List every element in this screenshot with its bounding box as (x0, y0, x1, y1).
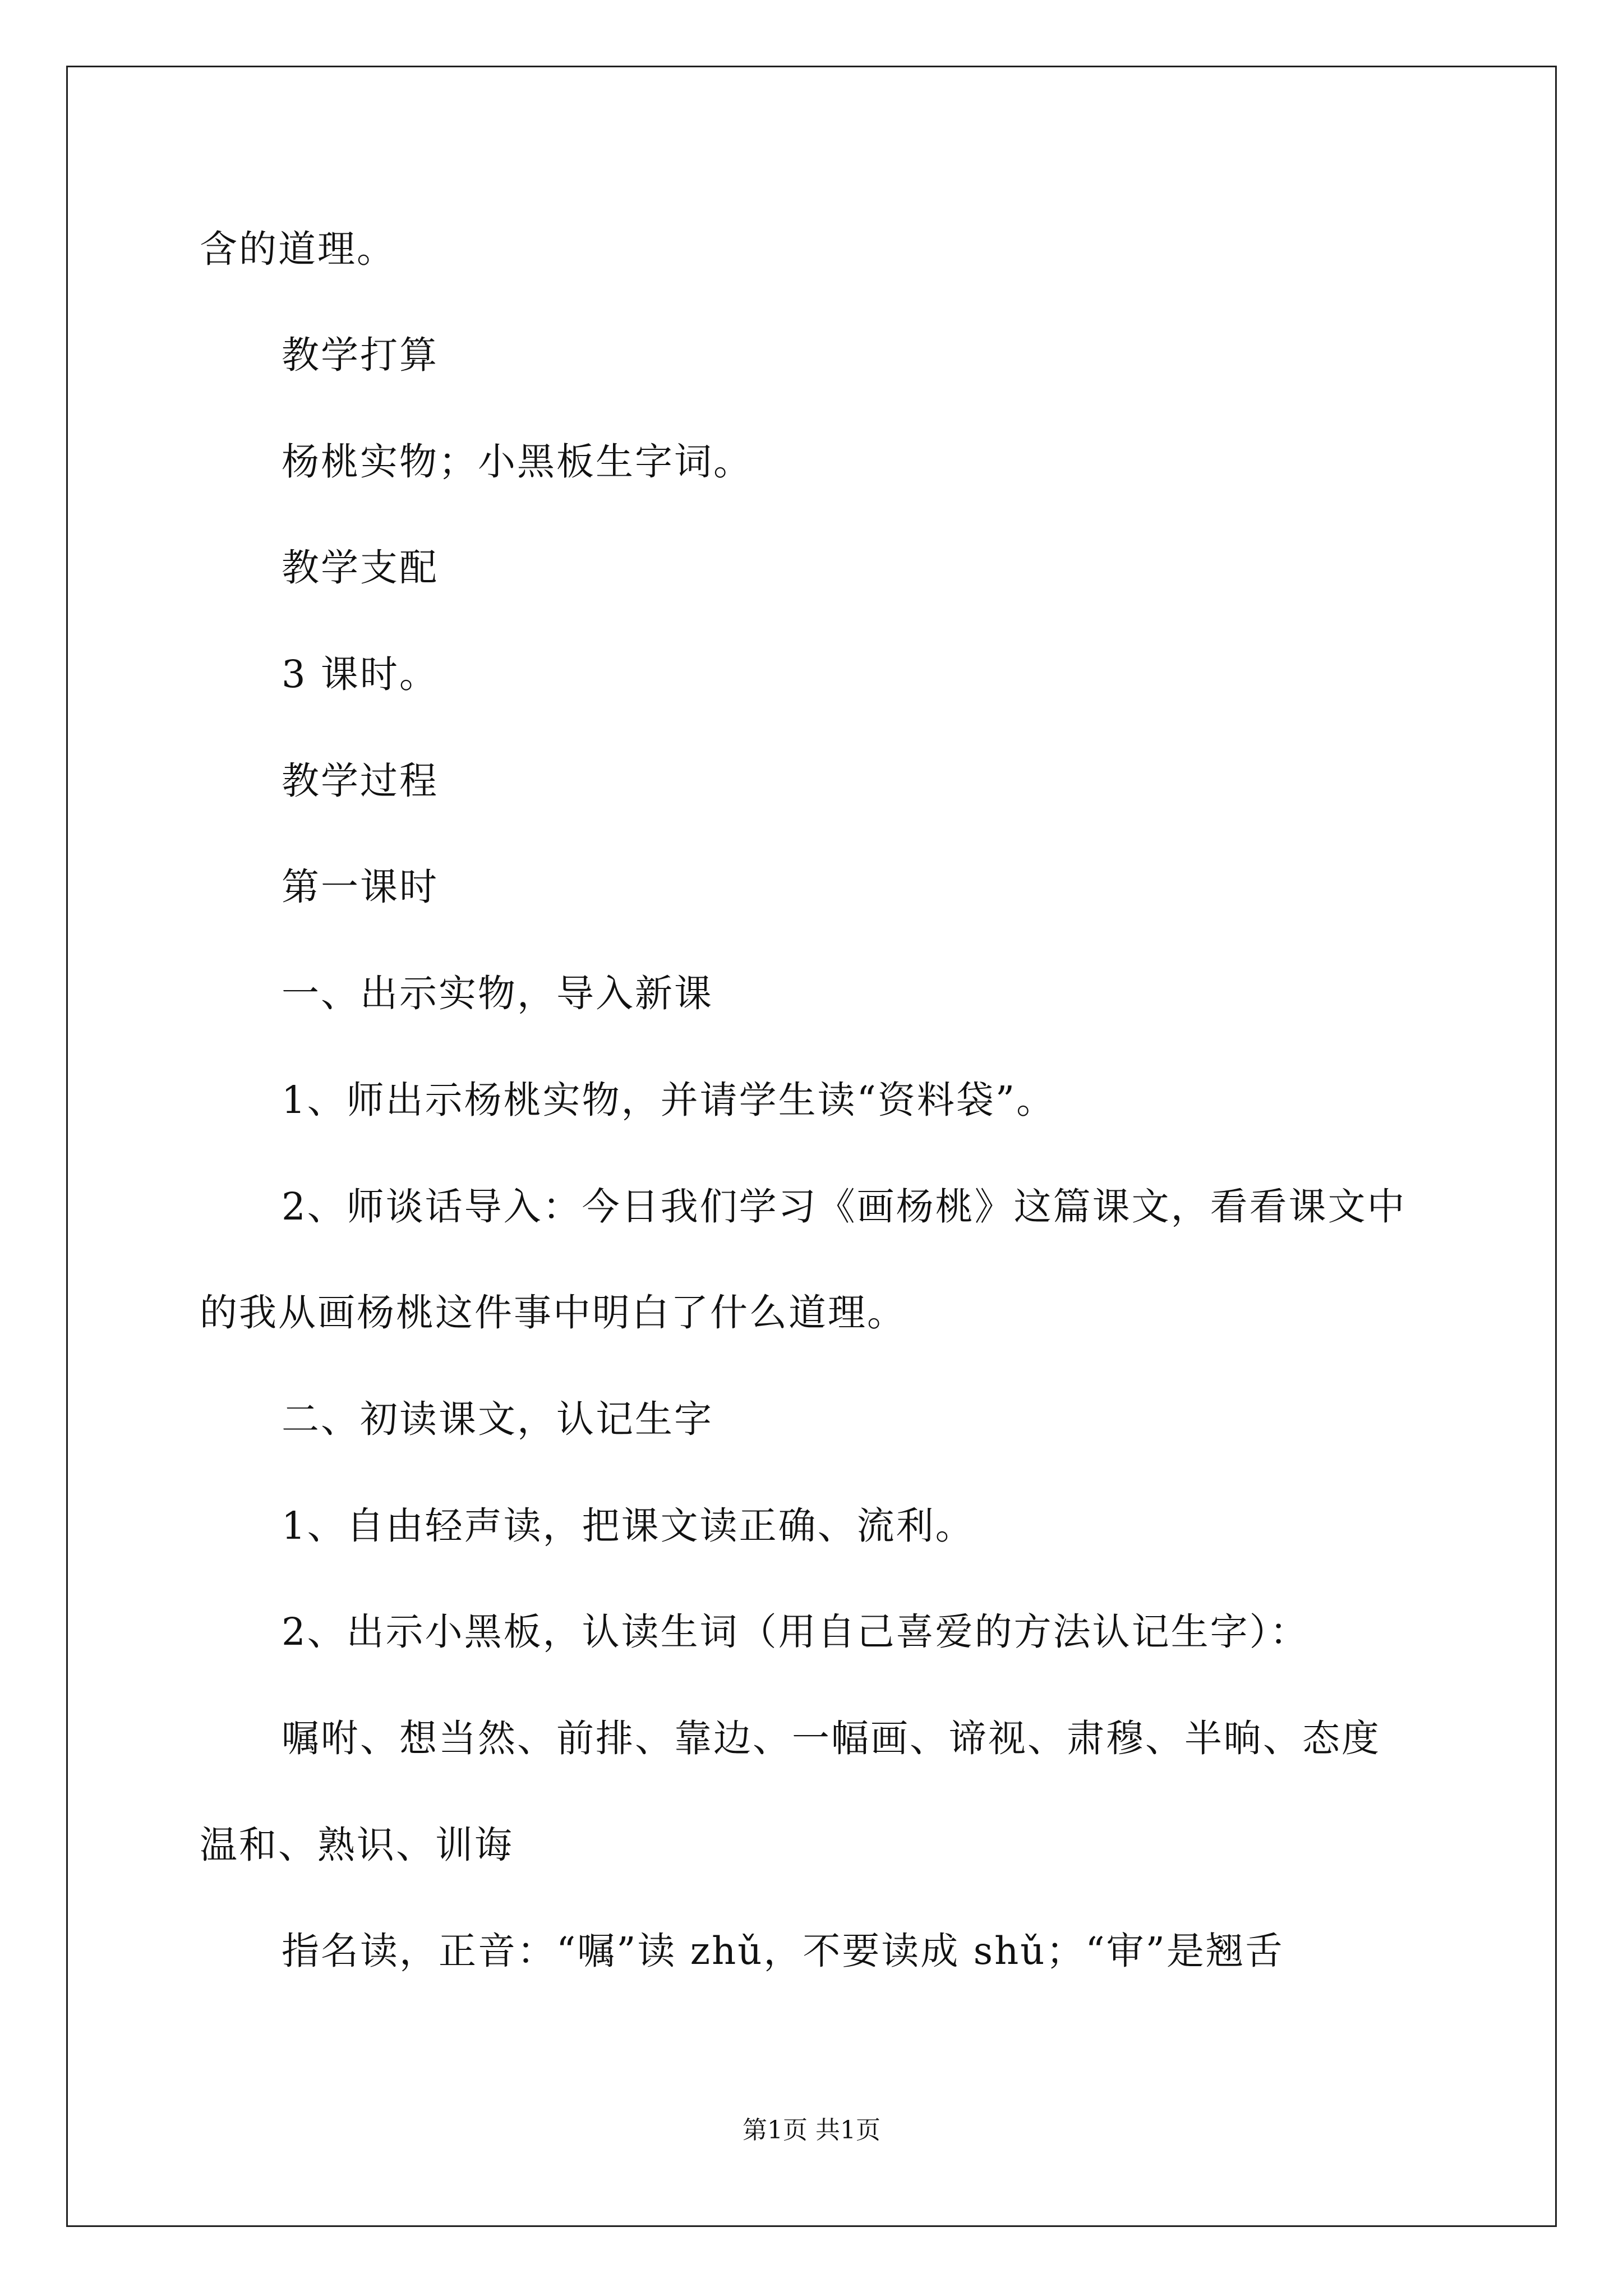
text-line-9: 1、师出示杨桃实物，并请学生读“资料袋”。 (282, 1078, 1056, 1122)
text-line-1: 含的道理。 (200, 227, 396, 271)
text-line-17: 指名读，正音：“嘱”读 zhǔ，不要读成 shǔ；“审”是翘舌 (282, 1929, 1284, 1973)
page-border (66, 66, 1557, 2227)
text-line-10: 2、师谈话导入：今日我们学习《画杨桃》这篇课文，看看课文中 (282, 1185, 1407, 1228)
text-line-5: 3 课时。 (282, 652, 439, 696)
text-line-11: 的我从画杨桃这件事中明白了什么道理。 (200, 1291, 906, 1335)
text-line-12: 二、初读课文，认记生字 (282, 1397, 713, 1441)
text-line-8: 一、出示实物，导入新课 (282, 972, 713, 1015)
text-line-3: 杨桃实物；小黑板生字词。 (282, 440, 753, 484)
text-line-2: 教学打算 (282, 333, 439, 377)
text-line-6: 教学过程 (282, 759, 439, 803)
page-footer: 第1页 共1页 (743, 2116, 880, 2145)
text-line-7: 第一课时 (282, 865, 439, 909)
text-line-4: 教学支配 (282, 546, 439, 590)
text-line-15: 嘱咐、想当然、前排、靠边、一幅画、谛视、肃穆、半晌、态度 (282, 1717, 1381, 1760)
text-line-16: 温和、熟识、训诲 (200, 1823, 514, 1867)
text-line-13: 1、自由轻声读，把课文读正确、流利。 (282, 1504, 975, 1548)
text-line-14: 2、出示小黑板，认读生词（用自己喜爱的方法认记生字）： (282, 1610, 1310, 1654)
